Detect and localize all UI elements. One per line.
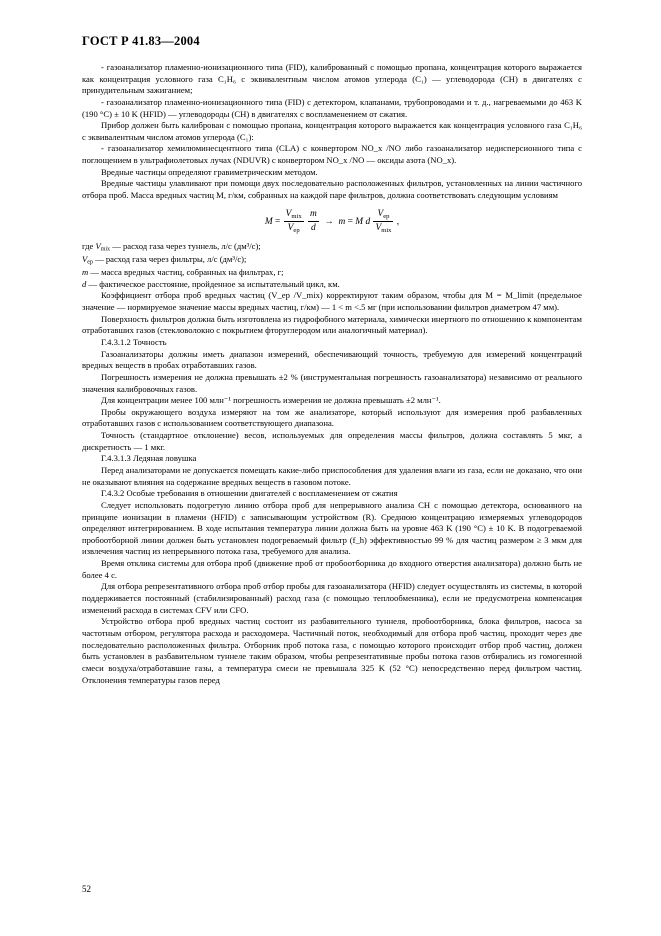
paragraph: - газоанализатор пламенно-ионизационного типа (FID) с детектором, клапанами, трубопроводами и т. д., нагреваемыми до 463 K (190 °C) ± 10 K (HFID) — углеводороды (CH) в двигателях с воспламенением от сжатия. bbox=[82, 96, 582, 119]
def-text-2: — масса вредных частиц, собранных на фильтрах, г; bbox=[90, 267, 284, 278]
section-title: Точность bbox=[132, 336, 167, 347]
def-text-3: — фактическое расстояние, пройденное за испытательный цикл, км. bbox=[88, 278, 340, 289]
definitions-intro: где bbox=[82, 241, 94, 252]
def-text-0: — расход газа через туннель, л/с (дм³/с); bbox=[112, 241, 261, 252]
formula-equals: = bbox=[275, 216, 281, 227]
formula-comma: , bbox=[396, 216, 400, 227]
def-symbol-0: V bbox=[95, 241, 101, 252]
def-symbol-3: d bbox=[82, 278, 87, 289]
paragraph: Время отклика системы для отбора проб (движение проб от пробоотборника до входного отверстия анализатора) должно быть не более 4 с. bbox=[82, 558, 582, 580]
paragraph: Погрешность измерения не должна превышать ±2 % (инструментальная погрешность газоанализатора) независимо от реального значения калибровочных газов. bbox=[82, 371, 582, 394]
formula-m: m bbox=[309, 209, 317, 220]
paragraph: Перед анализаторами не допускается помещать какие-либо приспособления для удаления влаги из газа, если не доказано, что они не оказывают влияния на содержание вредных веществ в газовом потоке. bbox=[82, 464, 582, 487]
section-number: Г.4.3.1.2 bbox=[101, 336, 131, 347]
formula-symbol-M: M bbox=[264, 216, 273, 227]
def-symbol-1-sub: ер bbox=[87, 259, 93, 266]
paragraph: Точность (стандартное отклонение) весов, используемых для определения массы фильтров, должна составлять 5 мкг, а дискретность — 1 мкг. bbox=[82, 430, 582, 452]
section-title: Особые требования в отношении двигателей с воспламенением от сжатия bbox=[126, 488, 398, 499]
formula-mass-particles bbox=[82, 209, 582, 235]
formula-den2-sub: mix bbox=[381, 226, 392, 234]
formula-num2-sub: ер bbox=[383, 212, 390, 220]
paragraph: Поверхность фильтров должна быть изготовлена из гидрофобного материала, химически инертного по отношению к компонентам отработавших газов (стекловолокно с покрытием фторуглеродом или аналогичный материал). bbox=[82, 313, 582, 336]
paragraph: Для отбора репрезентативного отбора проб отбор пробы для газоанализатора (HFID) следует осуществлять из системы, в которой поддерживается постоянный (стабилизированный) расход газа (с помощью теплообменника), если не предусмотрена компенсация изменений расхода в системах CFV или CFO. bbox=[82, 581, 582, 615]
definition-line bbox=[82, 279, 582, 291]
formula-M2: M bbox=[355, 216, 364, 227]
paragraph: - газоанализатор пламенно-ионизационного типа (FID), калиброванный с помощью пропана, концентрация которого выражается как концентрация условного газа C₁H₆ с эквивалентным числом атомов углерода (C₁) — углеводорода (CH) в двигателях с принудительным зажиганием; bbox=[82, 62, 582, 96]
formula-d: d bbox=[311, 223, 316, 234]
formula-den1: V bbox=[287, 223, 294, 234]
def-symbol-0-sub: mix bbox=[100, 247, 111, 254]
formula-d2: d bbox=[365, 216, 371, 227]
def-symbol-1: V bbox=[82, 254, 88, 265]
definition-line bbox=[82, 254, 582, 267]
page-number: 52 bbox=[82, 884, 91, 894]
paragraph: Пробы окружающего воздуха измеряют на том же анализаторе, который используют для измерения проб разбавленных отработавших газов с использованием соответствующего диапазона. bbox=[82, 406, 582, 429]
formula-fraction-2 bbox=[373, 209, 393, 235]
section-heading bbox=[82, 488, 582, 500]
section-heading bbox=[82, 337, 582, 349]
section-heading bbox=[82, 453, 582, 465]
page-header: ГОСТ Р 41.83—2004 bbox=[82, 34, 200, 48]
definition-line bbox=[82, 267, 582, 279]
def-text-1: — расход газа через фильтры, л/с (дм³/с); bbox=[95, 254, 247, 265]
paragraph: Устройство отбора проб вредных частиц состоит из разбавительного туннеля, пробоотборника, блока фильтров, насоса за частотным отбором, регулятора расхода и расходомера. Частичный поток, необходимый для отбора проб частиц, проходит через две последовательно расположенных фильтра. Отборник проб потока газа, с помощью которого происходит отбор проб частиц, должен быть установлен в разбавительном туннеле таким образом, чтобы репрезентативные пробы потока газов отбирались из гомогенной смеси воздуха/отработавшие газы, а температура смеси не превышала 325 K (52 °C) непосредственно перед фильтром частиц. Отклонения температуры газов перед bbox=[82, 616, 582, 685]
paragraph: Для концентрации менее 100 млн⁻¹ погрешность измерения не должна превышать ±2 млн⁻¹. bbox=[101, 395, 441, 406]
paragraph: Следует использовать подогретую линию отбора проб для непрерывного анализа CH с помощью детектора, основанного на принципе ионизации в пламени (HFID) с записывающим устройством (R). Среднюю концентрацию измеряемых углеводородов определяют интегрированием. В ходе испытания температура линии должна быть на уровне 463 K (190 °C) ± 10 K. В подогреваемой пробоотборной линии должен быть установлен подогреваемый фильтр (f_h) эффективностью 99 % для частиц размером ≥ 3 мкм для извлечения частиц из непрерывного потока газа, требуемого для анализа. bbox=[82, 499, 582, 557]
section-number: Г.4.3.2 bbox=[101, 488, 125, 499]
paragraph: Вредные частицы улавливают при помощи двух последовательно расположенных фильтров, установленных на линии частичного отбора проб. Масса вредных частиц M, г/км, собранных на каждой паре фильтров, должна соответствовать следующим условиям bbox=[82, 178, 582, 201]
document-body bbox=[82, 62, 582, 686]
formula-fraction-md bbox=[308, 209, 319, 234]
formula-m2: m bbox=[338, 216, 346, 227]
formula-den1-sub: ер bbox=[293, 226, 300, 234]
formula-num1: V bbox=[285, 208, 292, 219]
paragraph: Прибор должен быть калиброван с помощью пропана, концентрация которого выражается как концентрация условного газа C₁H₆ с эквивалентным числом атомов углерода (C₁): bbox=[82, 120, 582, 142]
formula-arrow: → bbox=[324, 216, 334, 227]
section-number: Г.4.3.1.3 bbox=[101, 453, 131, 464]
formula-definitions bbox=[82, 241, 582, 290]
paragraph: Коэффициент отбора проб вредных частиц (V_ер /V_mix) корректируют таким образом, чтобы для M = M_limit (предельное значение — нормируемое значение массы вредных частиц, г/км) — 1 < m <.5 мг (при использовании фильтров диаметром 47 мм). bbox=[82, 290, 582, 313]
formula-num2: V bbox=[377, 208, 384, 219]
paragraph: Вредные частицы определяют гравиметрическим методом. bbox=[101, 166, 318, 177]
formula-fraction-1 bbox=[284, 209, 304, 235]
formula-den2: V bbox=[375, 223, 382, 234]
formula-num1-sub: mix bbox=[291, 212, 302, 220]
definition-line bbox=[82, 241, 582, 254]
def-symbol-2: m bbox=[82, 267, 89, 278]
paragraph: - газоанализатор хемилюминесцентного типа (CLA) с конвертором NO_x /NO либо газоанализатор недисперсионного типа с поглощением в ультрафиолетовых лучах (NDUVR) с конвертором NO_x /NO — оксиды азота (NO_x). bbox=[82, 143, 582, 166]
formula-equals-2: = bbox=[347, 216, 353, 227]
paragraph: Газоанализаторы должны иметь диапазон измерений, обеспечивающий точность, требуемую для измерений концентраций вредных веществ в пробах отработавших газов. bbox=[82, 348, 582, 371]
section-title: Ледяная ловушка bbox=[132, 453, 197, 464]
